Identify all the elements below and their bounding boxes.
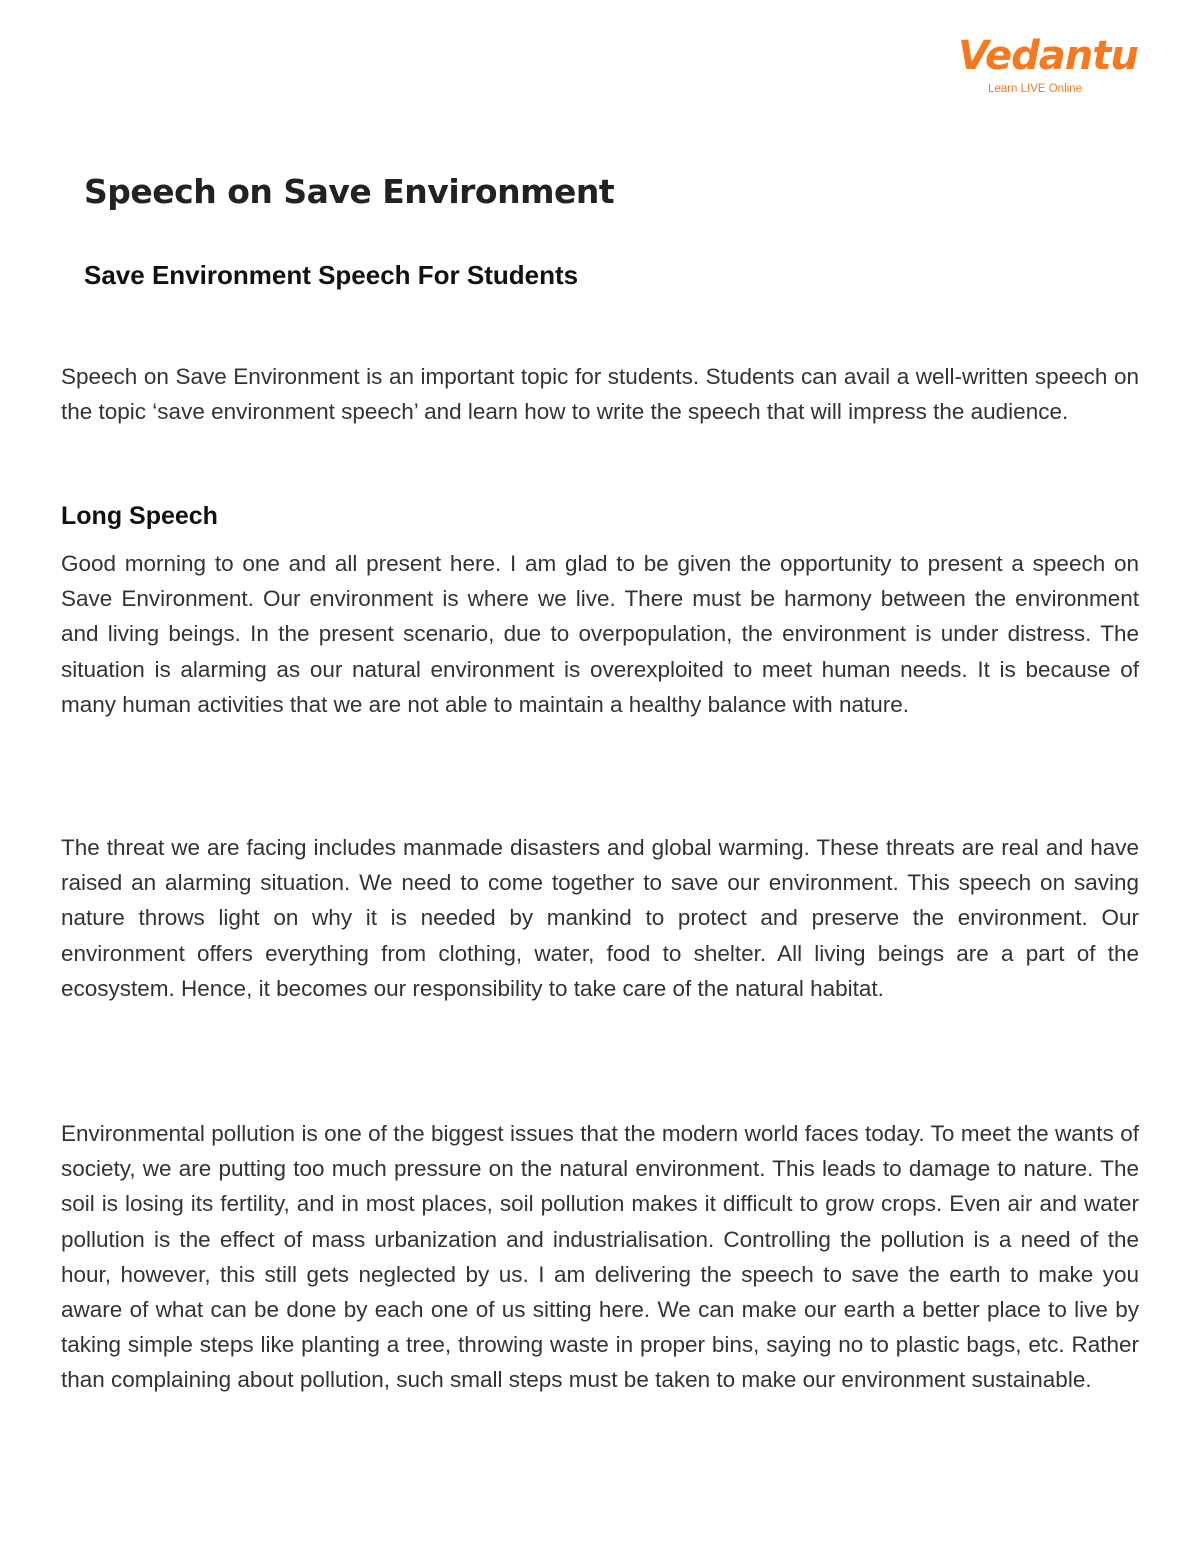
long-speech-heading: Long Speech	[61, 502, 218, 530]
page-title: Speech on Save Environment	[84, 172, 615, 211]
speech-paragraph-3: Environmental pollution is one of the biggest issues that the modern world faces today. To meet the wants of society, we are putting too much pressure on the natural environment. This leads to damage to nature. The soil is losing its fertility, and in most places, soil pollution makes it difficult to grow crops. Even air and water pollution is the effect of mass urbanization and industrialisation. Controlling the pollution is a need of the hour, however, this still gets neglected by us. I am delivering the speech to save the earth to make you aware of what can be done by each one of us sitting here. We can make our earth a better place to live by taking simple steps like planting a tree, throwing waste in proper bins, saying no to plastic bags, etc. Rather than complaining about pollution, such small steps must be taken to make our environment sustainable.	[61, 1121, 1139, 1393]
intro-paragraph: Speech on Save Environment is an important topic for students. Students can avail a well-written speech on the topic ‘save environment speech’ and learn how to write the speech that will impress the audience.	[61, 364, 1139, 425]
page-subtitle: Save Environment Speech For Students	[84, 260, 579, 290]
vedantu-logo	[958, 32, 1138, 96]
logo-tagline: Learn LIVE Online	[988, 83, 1082, 95]
logo-wordmark: Vedantu	[958, 33, 1138, 79]
speech-paragraph-1: Good morning to one and all present here. I am glad to be given the opportunity to present a speech on Save Environment. Our environment is where we live. There must be harmony between the environment and living beings. In the present scenario, due to overpopulation, the environment is under distress. The situation is alarming as our natural environment is overexploited to meet human needs. It is because of many human activities that we are not able to maintain a healthy balance with nature.	[61, 551, 1139, 717]
speech-paragraph-2: The threat we are facing includes manmade disasters and global warming. These threats are real and have raised an alarming situation. We need to come together to save our environment. This speech on saving nature throws light on why it is needed by mankind to protect and preserve the environment. Our environment offers everything from clothing, water, food to shelter. All living beings are a part of the ecosystem. Hence, it becomes our responsibility to take care of the natural habitat.	[61, 835, 1139, 1001]
